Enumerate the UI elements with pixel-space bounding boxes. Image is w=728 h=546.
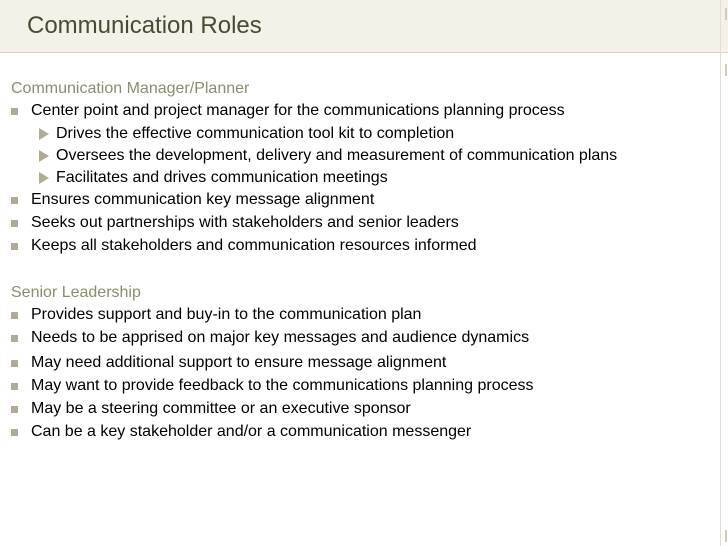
list-item bbox=[11, 100, 565, 122]
list-item-text: Provides support and buy-in to the communication plan bbox=[31, 306, 422, 323]
square-bullet-icon bbox=[11, 429, 18, 436]
square-bullet-icon bbox=[11, 197, 18, 204]
list-item bbox=[11, 235, 477, 257]
list-item bbox=[11, 375, 534, 397]
right-border-line bbox=[720, 0, 721, 546]
sub-list-item bbox=[39, 123, 454, 145]
square-bullet-icon bbox=[11, 406, 18, 413]
sub-list-item-text: Drives the effective communication tool kit to completion bbox=[56, 125, 455, 142]
slide-title: Communication Roles bbox=[27, 12, 262, 39]
list-item-text: May want to provide feedback to the communications planning process bbox=[31, 377, 534, 394]
square-bullet-icon bbox=[11, 383, 18, 390]
section-heading-manager: Communication Manager/Planner bbox=[11, 80, 250, 97]
sub-list-item-text: Facilitates and drives communication meetings bbox=[56, 169, 388, 186]
square-bullet-icon bbox=[11, 243, 18, 250]
square-bullet-icon bbox=[11, 220, 18, 227]
square-bullet-icon bbox=[11, 335, 18, 342]
arrow-bullet-icon bbox=[39, 128, 49, 140]
sub-list-item bbox=[39, 145, 617, 167]
square-bullet-icon bbox=[11, 360, 18, 367]
list-item bbox=[11, 189, 374, 211]
list-item-text: Can be a key stakeholder and/or a communication messenger bbox=[31, 423, 472, 440]
square-bullet-icon bbox=[11, 108, 18, 115]
sub-list-item bbox=[39, 167, 388, 189]
list-item bbox=[11, 327, 529, 349]
corner-mark-top bbox=[721, 8, 727, 20]
title-divider bbox=[0, 52, 728, 53]
square-bullet-icon bbox=[11, 312, 18, 319]
list-item bbox=[11, 398, 411, 420]
arrow-bullet-icon bbox=[39, 150, 49, 162]
arrow-bullet-icon bbox=[39, 172, 49, 184]
list-item-text: May need additional support to ensure message alignment bbox=[31, 354, 447, 371]
corner-mark-bottom bbox=[721, 530, 727, 542]
list-item-text: Keeps all stakeholders and communication resources informed bbox=[31, 237, 477, 254]
list-item bbox=[11, 421, 471, 443]
corner-mark-upper bbox=[721, 64, 727, 76]
list-item-text: Center point and project manager for the communications planning process bbox=[31, 102, 565, 119]
list-item bbox=[11, 304, 421, 326]
list-item bbox=[11, 352, 446, 374]
sub-list-item-text: Oversees the development, delivery and measurement of communication plans bbox=[56, 147, 618, 164]
list-item-text: Ensures communication key message alignment bbox=[31, 191, 375, 208]
list-item-text: Seeks out partnerships with stakeholders and senior leaders bbox=[31, 214, 459, 231]
list-item-text: Needs to be apprised on major key messages and audience dynamics bbox=[31, 329, 530, 346]
list-item-text: May be a steering committee or an executive sponsor bbox=[31, 400, 411, 417]
section-heading-senior-leadership: Senior Leadership bbox=[11, 284, 141, 301]
list-item bbox=[11, 212, 459, 234]
